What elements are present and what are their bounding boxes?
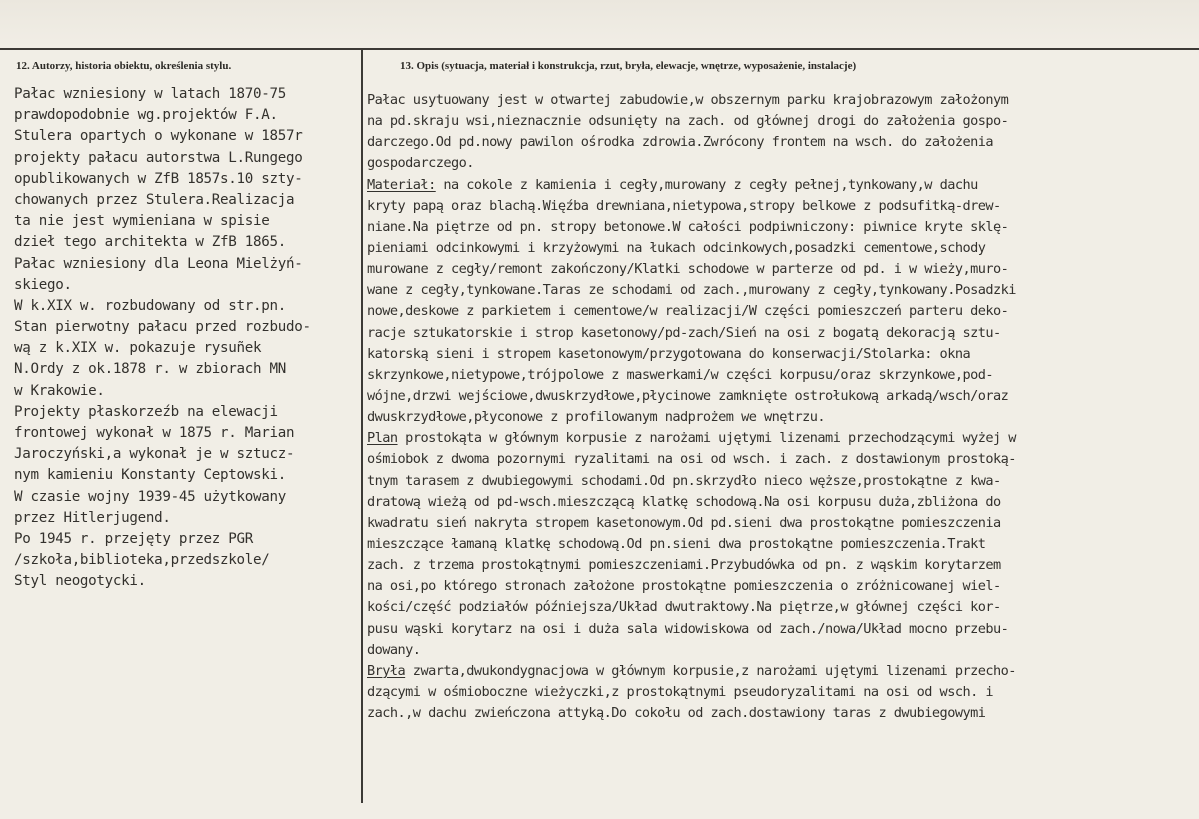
description-text: darczego.Od pd.nowy pawilon ośrodka zdrowia.Zwrócony frontem na wsch. do założenia: [367, 134, 993, 151]
description-text: dowany.: [367, 641, 421, 658]
section-label: Bryła: [367, 662, 406, 679]
description-line: [367, 619, 1195, 640]
history-line: chowanych przez Stulera.Realizacja: [14, 191, 295, 208]
description-line: [367, 513, 1195, 534]
history-line: /szkoła,biblioteka,przedszkole/: [14, 552, 270, 569]
history-line: przez Hitlerjugend.: [14, 509, 171, 526]
history-line: Jaroczyński,a wykonał je w sztucz-: [14, 446, 295, 463]
description-line: [367, 576, 1195, 597]
description-line: [367, 175, 1195, 196]
description-line: [367, 280, 1195, 301]
description-text: na osi,po którego stronach założone prostokątne pomieszczenia o zróżnicowanej wiel-: [367, 578, 1001, 595]
description-line: [367, 471, 1195, 492]
description-text: dwuskrzydłowe,płyconowe z profilowanym nadprożem we wnętrzu.: [367, 409, 826, 426]
section-label: Materiał:: [367, 176, 436, 193]
description-text: ośmiobok z dwoma pozornymi ryzalitami na osi od wsch. i zach. z dostawionym prostoką-: [367, 451, 1016, 468]
description-text: murowane z cegły/remont zakończony/Klatki schodowe w parterze od pd. i w wieży,muro-: [367, 261, 1009, 278]
description-line: [367, 132, 1195, 153]
description-line: [367, 344, 1195, 365]
card-top-margin: [0, 0, 1199, 48]
description-text: na pd.skraju wsi,nieznacznie odsunięty na zach. od głównej drogi do założenia gospo-: [367, 113, 1009, 130]
history-line: Pałac wzniesiony w latach 1870-75: [14, 86, 286, 102]
description-text: dzącymi w ośmioboczne wieżyczki,z prostokątnymi pseudoryzalitami na osi od wsch. i: [367, 683, 993, 700]
description-text: racje sztukatorskie i strop kasetonowy/pd-zach/Sień na osi z bogatą dekoracją sztu-: [367, 324, 1001, 341]
history-line: N.Ordy z ok.1878 r. w zbiorach MN: [14, 361, 286, 378]
description-line: [367, 386, 1195, 407]
description-text: skrzynkowe,nietypowe,trójpolowe z maswerkami/w części korpusu/oraz skrzynkowe,pod-: [367, 366, 993, 383]
column-divider: [361, 48, 363, 803]
history-line: W czasie wojny 1939-45 użytkowany: [14, 488, 286, 505]
section-label: Plan: [367, 430, 398, 447]
description-line: [367, 323, 1195, 344]
description-text: gospodarczego.: [367, 155, 474, 172]
history-line: W k.XIX w. rozbudowany od str.pn.: [14, 297, 286, 314]
history-line: prawdopodobnie wg.projektów F.A.: [14, 107, 278, 124]
description-line: [367, 449, 1195, 470]
description-text: na cokole z kamienia i cegły,murowany z cegły pełnej,tynkowany,w dachu: [435, 176, 978, 193]
description-text: zwarta,dwukondygnacjowa w głównym korpusie,z narożami ujętymi lizenami przecho-: [405, 662, 1016, 679]
history-line: Po 1945 r. przejęty przez PGR: [14, 530, 254, 547]
description-text: nowe,deskowe z parkietem i cementowe/w realizacji/W części pomieszczeń parteru deko-: [367, 303, 1009, 320]
description-text: tnym tarasem z dwubiegowymi schodami.Od pn.skrzydło nieco węższe,prostokątne z kwa-: [367, 472, 1001, 489]
description-line: [367, 703, 1195, 724]
history-line: Stulera opartych o wykonane w 1857r: [14, 128, 303, 145]
description-line: [367, 428, 1195, 449]
history-line: ta nie jest wymieniana w spisie: [14, 213, 270, 230]
description-line: [367, 153, 1195, 174]
description-line: [367, 90, 1195, 111]
description-line: [367, 301, 1195, 322]
description-line: [367, 365, 1195, 386]
description-line: [367, 196, 1195, 217]
description-text: wane z cegły,tynkowane.Taras ze schodami od zach.,murowany z cegły,tynkowany.Posadzki: [367, 282, 1016, 299]
history-line: w Krakowie.: [14, 382, 105, 399]
horizontal-rule: [0, 48, 1199, 50]
description-line: [367, 534, 1195, 555]
description-line: [367, 217, 1195, 238]
section-13-heading: 13. Opis (sytuacja, materiał i konstrukcja, rzut, bryła, elewacje, wnętrze, wyposażenie, instalacje): [400, 60, 857, 72]
description-text: zach. z trzema prostokątnymi pomieszczeniami.Przybudówka od pn. z wąskim korytarzem: [367, 557, 1001, 574]
description-text: katorską sieni i stropem kasetonowym/przygotowana do konserwacji/Stolarka: okna: [367, 345, 971, 362]
history-line: skiego.: [14, 276, 72, 293]
description-text: mieszczące łamaną klatkę schodową.Od pn.sieni dwa prostokątne pomieszczenia.Trakt: [367, 535, 986, 552]
history-line: Styl neogotycki.: [14, 573, 146, 590]
description-line: [367, 407, 1195, 428]
description-text: zach.,w dachu zwieńczona attyką.Do cokołu od zach.dostawiony taras z dwubiegowymi: [367, 705, 986, 722]
history-line: opublikowanych w ZfB 1857s.10 szty-: [14, 170, 303, 187]
history-line: nym kamieniu Konstanty Ceptowski.: [14, 467, 286, 484]
description-line: [367, 661, 1195, 682]
description-line: [367, 238, 1195, 259]
description-line: [367, 555, 1195, 576]
description-line: [367, 259, 1195, 280]
description-text: kryty papą oraz blachą.Więźba drewniana,nietypowa,stropy belkowe z podsufitką-drew-: [367, 197, 1001, 214]
history-line: frontowej wykonał w 1875 r. Marian: [14, 425, 295, 441]
description-text: dratową wieżą od pd-wsch.mieszczącą klatkę schodową.Na osi korpusu duża,zbliżona do: [367, 493, 1001, 510]
description-text: prostokąta w głównym korpusie z narożami ujętymi lizenami przechodzącymi wyżej w: [397, 430, 1016, 447]
description-text: kwadratu sień nakryta stropem kasetonowym.Od pd.sieni dwa prostokątne pomieszczenia: [367, 514, 1001, 531]
description-line: [367, 597, 1195, 618]
history-text-column: [14, 84, 359, 593]
description-text: pusu wąski korytarz na osi i duża sala widowiskowa od zach./nowa/Układ mocno przebu-: [367, 620, 1009, 637]
history-line: dzieł tego architekta w ZfB 1865.: [14, 234, 286, 251]
description-text: niane.Na piętrze od pn. stropy betonowe.W całości podpiwniczony: piwnice kryte sklę-: [367, 218, 1009, 235]
description-text: kości/część podziałów późniejsza/Układ dwutraktowy.Na piętrze,w głównej części kor-: [367, 599, 1001, 616]
description-text: Pałac usytuowany jest w otwartej zabudowie,w obszernym parku krajobrazowym założonym: [367, 92, 1009, 108]
history-line: Pałac wzniesiony dla Leona Mielżyń-: [14, 255, 303, 272]
description-line: [367, 492, 1195, 513]
history-line: Stan pierwotny pałacu przed rozbudo-: [14, 319, 311, 336]
history-line: Projekty płaskorzeźb na elewacji: [14, 403, 278, 420]
description-text: pieniami odcinkowymi i krzyżowymi na łukach odcinkowych,posadzki cementowe,schody: [367, 239, 986, 256]
description-line: [367, 111, 1195, 132]
section-12-heading: 12. Autorzy, historia obiektu, określenia stylu.: [16, 60, 232, 72]
history-line: projekty pałacu autorstwa L.Rungego: [14, 149, 303, 166]
description-text-column: [367, 90, 1195, 724]
description-line: [367, 682, 1195, 703]
description-text: wójne,drzwi wejściowe,dwuskrzydłowe,płycinowe zamknięte ostrołukową arkadą/wsch/oraz: [367, 387, 1009, 404]
history-line: wą z k.XIX w. pokazuje rysuñek: [14, 340, 262, 357]
description-line: [367, 640, 1195, 661]
